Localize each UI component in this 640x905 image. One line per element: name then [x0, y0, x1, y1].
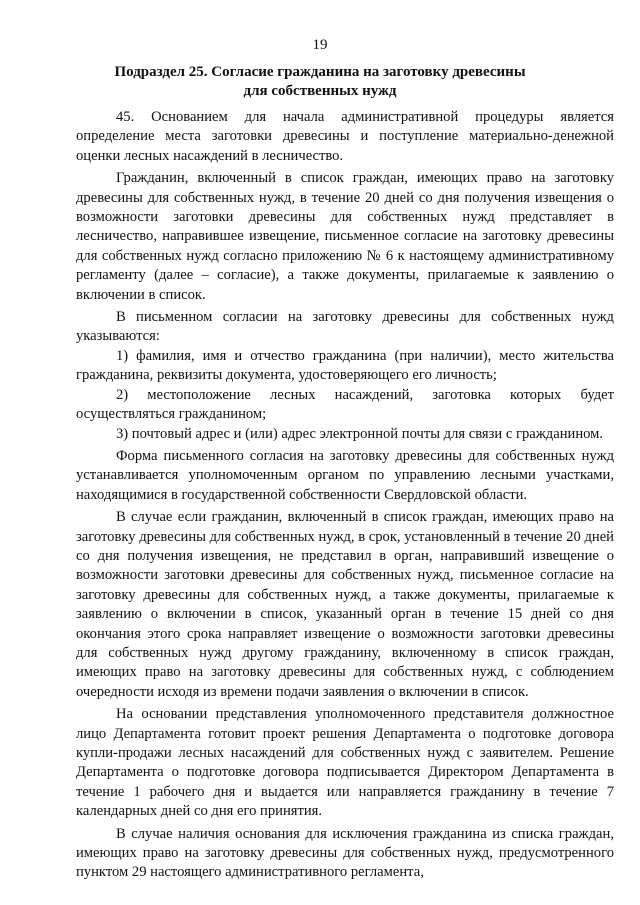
list-item: 2) местоположение лесных насаждений, заготовка которых будет осуществляться гражданином;	[76, 386, 614, 423]
section-heading-line-1: Подраздел 25. Согласие гражданина на заготовку древесины	[114, 64, 526, 80]
list-item: 3) почтовый адрес и (или) адрес электронной почты для связи с гражданином.	[116, 425, 604, 442]
page-number: 19	[312, 37, 328, 53]
paragraph: В письменном согласии на заготовку древесины для собственных нужд указываются:	[76, 309, 614, 345]
paragraph: В случае если гражданин, включенный в список граждан, имеющих право на заготовку древесины для собственных нужд, в срок, установленный в течение 20 дней со дня получения извещения, не представил в орган, направивший извещение о возможности заготовки древесины для собственных нужд, письменное согласие на заготовку древесины для собственных нужд, а также документы, прилагаемые к заявлению о включении в список, указанный орган в течение 15 дней со дня окончания этого срока направляет извещение о возможности заготовки древесины для собственных нужд другому гражданину, включенному в список граждан, имеющих право на заготовку древесины для собственных нужд, с соблюдением очередности исходя из времени подачи заявления о включении в список.	[76, 509, 614, 700]
section-heading-line-2: для собственных нужд	[243, 83, 397, 99]
section-heading	[80, 63, 560, 101]
paragraph: В случае наличия основания для исключения гражданина из списка граждан, имеющих право на заготовку древесины для собственных нужд, предусмотренного пунктом 29 настоящего административного регламента,	[76, 825, 614, 881]
paragraph: Форма письменного согласия на заготовку древесины для собственных нужд устанавливается уполномоченным органом по управлению лесными участками, находящимися в государственной собственности Свердловской области.	[76, 447, 614, 503]
paragraph: Гражданин, включенный в список граждан, имеющих право на заготовку древесины для собственных нужд, в течение 20 дней со дня получения извещения о возможности заготовки древесины для собственных нужд представляет в лесничество, направившее извещение, письменное согласие на заготовку древесины для собственных нужд согласно приложению № 6 к настоящему административному регламенту (далее – согласие), а также документы, прилагаемые к заявлению о включении в список.	[76, 170, 614, 303]
document-body	[76, 108, 614, 883]
list-item: 1) фамилия, имя и отчество гражданина (при наличии), место жительства гражданина, реквизиты документа, удостоверяющего его личность;	[76, 347, 614, 384]
paragraph: На основании представления уполномоченного представителя должностное лицо Департамента готовит проект решения Департамента о подготовке договора купли-продажи лесных насаждений для собственных нужд с заявителем. Решение Департамента о подготовке договора подписывается Директором Департамента в течение 1 рабочего дня и выдается или направляется гражданину в течение 7 календарных дней со дня его принятия.	[76, 706, 614, 820]
paragraph: 45. Основанием для начала административной процедуры является определение места заготовки древесины и поступление материально-денежной оценки лесных насаждений в лесничество.	[76, 109, 614, 164]
